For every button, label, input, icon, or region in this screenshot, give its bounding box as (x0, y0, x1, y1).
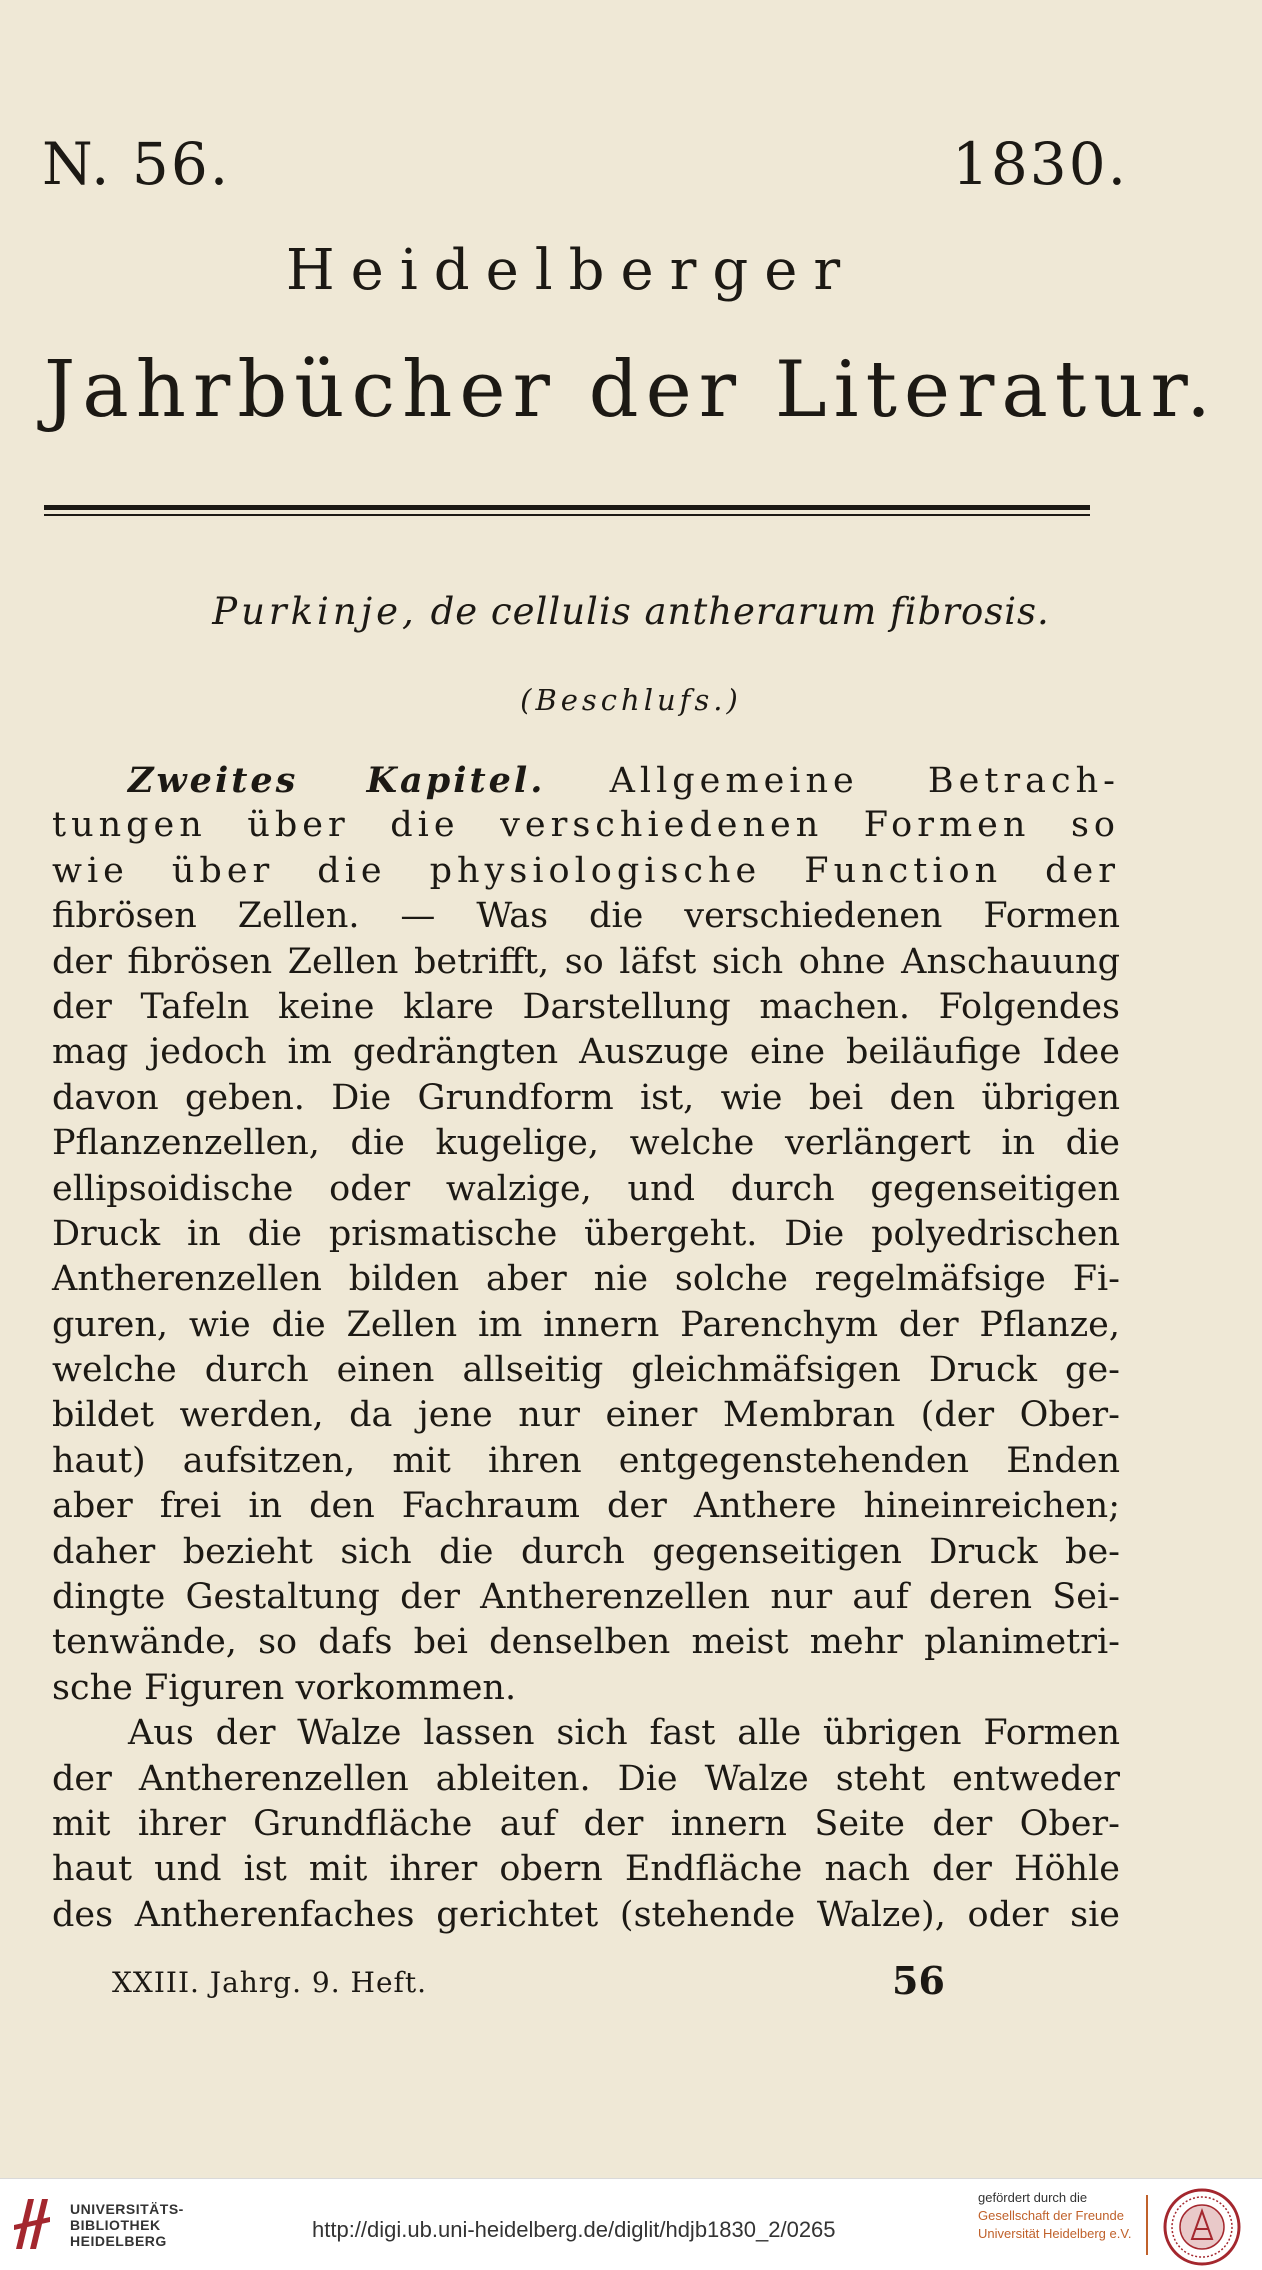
text-line: Zweites Kapitel. Allgemeine Betrach- (52, 758, 1120, 803)
text-line: tungen über die verschiedenen Formen so (52, 805, 1120, 846)
text-line: der fibrösen Zellen betrifft, so läfst sich ohne Anschauung (52, 941, 1120, 982)
text-line: ellipsoidische oder walzige, und durch gegenseitigen (52, 1168, 1120, 1209)
text-line: der Antherenzellen ableiten. Die Walze steht entweder (52, 1758, 1120, 1799)
double-rule-thick (44, 505, 1090, 510)
text-line: mit ihrer Grundfläche auf der innern Seite der Ober- (52, 1803, 1120, 1844)
text-line: dingte Gestaltung der Antherenzellen nur auf deren Sei- (52, 1577, 1120, 1618)
text-line: Druck in die prismatische übergeht. Die polyedrischen (52, 1213, 1120, 1254)
article-title-text: de cellulis antherarum fibrosis. (430, 590, 1050, 633)
issue-number: N. 56. (42, 130, 231, 198)
double-rule-thin (44, 514, 1090, 516)
sheet-number: 56 (892, 1958, 945, 2003)
text-line: des Antherenfaches gerichtet (stehende Walze), oder sie (52, 1894, 1120, 1935)
article-author: Purkinje, (212, 590, 418, 633)
chapter-heading: Zweites Kapitel. (128, 760, 546, 801)
text-line: tenwände, so dafs bei denselben meist mehr planimetri- (52, 1622, 1120, 1663)
text-line: der Tafeln keine klare Darstellung machen. Folgendes (52, 986, 1120, 1027)
library-name: UNIVERSITÄTS- BIBLIOTHEK HEIDELBERG (70, 2201, 184, 2249)
university-library-logo-icon[interactable] (12, 2195, 52, 2253)
text-line: sche Figuren vorkommen. (52, 1667, 517, 1708)
text-line: haut und ist mit ihrer obern Endfläche nach der Höhle (52, 1849, 1120, 1890)
journal-title: Jahrbücher der Literatur. (44, 345, 1218, 435)
text-line: Pflanzenzellen, die kugelige, welche verlängert in die (52, 1123, 1120, 1164)
text-line: davon geben. Die Grundform ist, wie bei den übrigen (52, 1077, 1120, 1118)
text-line: Aus der Walze lassen sich fast alle übrigen Formen (128, 1713, 1120, 1754)
library-footer-bar (0, 2178, 1262, 2270)
text-line: fibrösen Zellen. — Was die verschiedenen Formen (52, 896, 1120, 937)
body-text (52, 758, 1120, 1938)
text-line: Antherenzellen bilden aber nie solche regelmäfsige Fi- (52, 1259, 1120, 1300)
text-line: haut) aufsitzen, mit ihren entgegenstehenden Enden (52, 1440, 1120, 1481)
journal-subtitle: Heidelberger (285, 238, 857, 303)
permalink-url[interactable]: http://digi.ub.uni-heidelberg.de/diglit/hdjb1830_2/0265 (312, 2217, 836, 2242)
sponsor-lead: gefördert durch die (978, 2190, 1088, 2205)
text-line: guren, wie die Zellen im innern Parenchym der Pflanze, (52, 1304, 1120, 1345)
text-line: bildet werden, da jene nur einer Membran (der Ober- (52, 1395, 1120, 1436)
year: 1830. (952, 130, 1129, 198)
sponsor-org-line-1: Gesellschaft der Freunde (978, 2208, 1124, 2223)
sponsor-credit[interactable] (978, 2189, 1131, 2243)
sponsor-divider (1146, 2195, 1148, 2255)
sponsor-org-line-2: Universität Heidelberg e.V. (978, 2226, 1132, 2241)
article-title (0, 590, 1262, 633)
conclusion-note: (Beschlufs.) (520, 683, 742, 717)
sheet-signature: XXIII. Jahrg. 9. Heft. (112, 1966, 428, 1999)
university-seal-icon[interactable] (1162, 2187, 1242, 2267)
text-line: wie über die physiologische Function der (52, 850, 1120, 891)
text-line: daher bezieht sich die durch gegenseitigen Druck be- (52, 1531, 1120, 1572)
text-line: welche durch einen allseitig gleichmäfsigen Druck ge- (52, 1350, 1120, 1391)
text-line: aber frei in den Fachraum der Anthere hineinreichen; (52, 1486, 1120, 1527)
text-line: mag jedoch im gedrängten Auszuge eine beiläufige Idee (52, 1032, 1120, 1073)
